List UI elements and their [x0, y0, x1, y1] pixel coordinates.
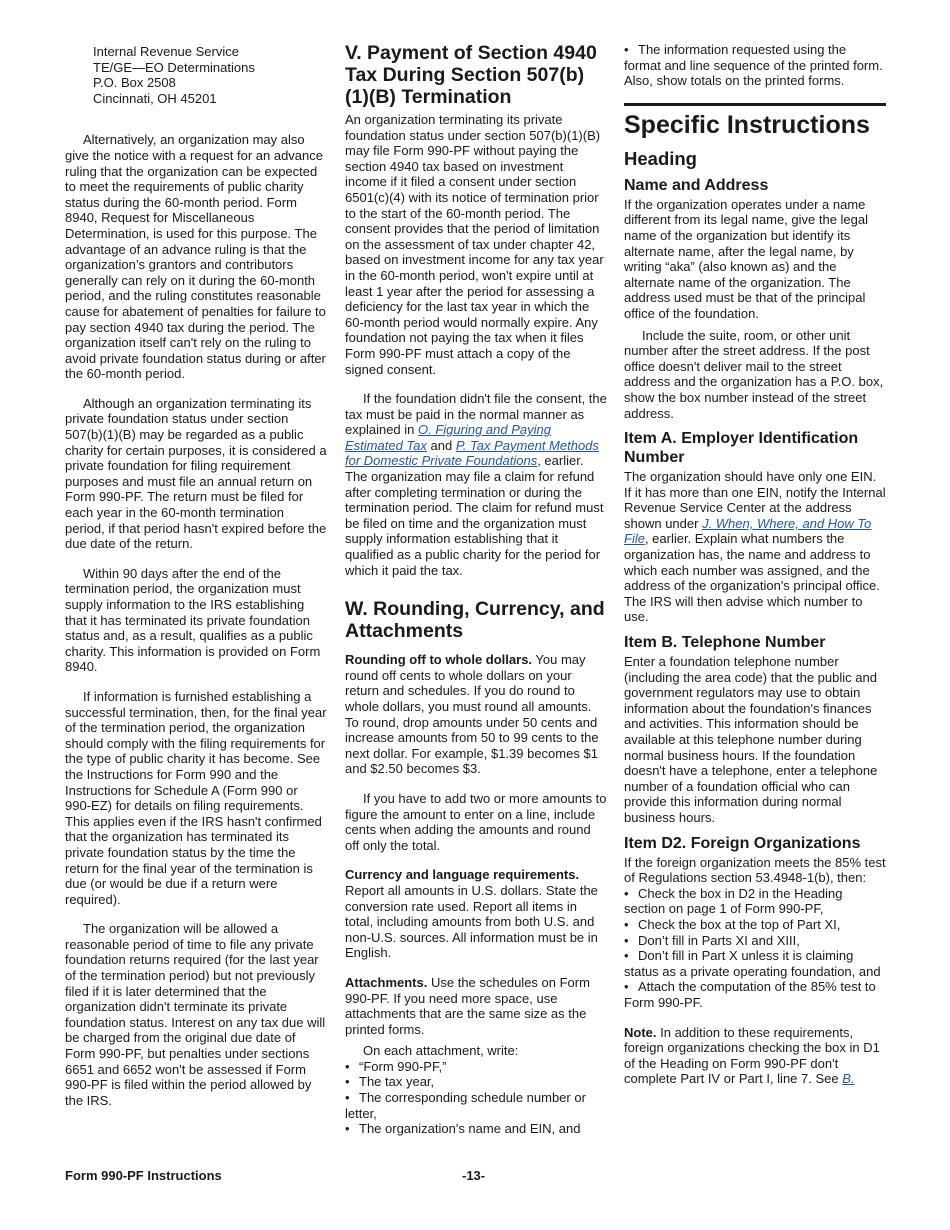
attachment-list: [345, 1059, 607, 1137]
paragraph-foreign-test: If the foreign organization meets the 85% test of Regulations section 53.4948-1(b), then:: [624, 854, 886, 886]
link-section-b[interactable]: B.: [842, 1071, 855, 1087]
paragraph-rounding: [345, 652, 607, 777]
paragraph-reasonable-period: The organization will be allowed a reasonable period of time to file any private foundation returns required (for the last year of the termination period) but not previously filed if it is later determined that the organization didn't terminate its private foundation status. Interest on any tax due will be charged from the original due date of Form 990-PF, but penalties under sections 6651 and 6652 won't be assessed if Form 990-PF is filed within the period allowed by the IRS.: [65, 921, 326, 1108]
list-item: • The information requested using the format and line sequence of the printed form.: [624, 42, 886, 73]
heading-heading: Heading: [624, 147, 697, 169]
link-tax-payment-methods[interactable]: P. Tax Payment Methods for Domestic Private Foundations: [345, 437, 599, 469]
list-item: • Don’t fill in Parts XI and XIII,: [624, 933, 886, 949]
text-span: In addition to these requirements, foreign organizations checking the box in D1 of the Heading on Form 990-PF don't complete Part IV or Part I, line 7. See: [624, 1024, 880, 1087]
link-estimated-tax[interactable]: O. Figuring and Paying Estimated Tax: [345, 422, 551, 453]
list-item: • Check the box at the top of Part XI,: [624, 917, 886, 933]
run-in-heading: Currency and language requirements.: [345, 867, 580, 883]
list-item: • Check the box in D2 in the Heading section on page 1 of Form 990-PF,: [624, 886, 886, 917]
heading-item-d2: Item D2. Foreign Organizations: [624, 834, 861, 852]
column-left: [65, 42, 327, 1122]
text-span: and: [426, 437, 456, 453]
text-span: The organization should have only one EIN. If it has more than one EIN, notify the Internal Revenue Service Center at the address shown under: [624, 469, 886, 531]
column-middle: [345, 42, 607, 1137]
run-in-heading: Rounding off to whole dollars.: [345, 652, 533, 668]
list-item: • “Form 990-PF,”: [345, 1059, 607, 1075]
irs-address: [65, 44, 327, 106]
paragraph-ein: [624, 469, 886, 625]
list-item: • The organization's name and EIN, and: [345, 1121, 607, 1137]
heading-item-b: Item B. Telephone Number: [624, 634, 826, 652]
paragraph-name-address: If the organization operates under a name different from its legal name, give the legal name of the organization but identify its alternate name, after the legal name, by writing “aka” (also known as) and the alternate name of the organization. The address used must be that of the principal office of the foundation.: [624, 196, 869, 321]
paragraph-suite-room: Include the suite, room, or other unit number after the street address. If the post office doesn't deliver mail to the street address and the organization has a P.O. box, show the box number instead of the street address.: [624, 327, 884, 421]
list-item: • Don’t fill in Part X unless it is claiming status as a private operating foundation, and: [624, 948, 886, 979]
address-line: Internal Revenue Service: [93, 44, 239, 59]
text-span: , earlier. The organization may file a claim for refund after completing termination or during the termination period. The claim for refund must be filed on time and the organization must supply information establishing that it qualified as a public charity for the period for which it paid the tax.: [345, 453, 604, 578]
run-in-heading: Attachments.: [345, 974, 428, 990]
heading-section-w: W. Rounding, Currency, and Attachments: [345, 598, 605, 643]
list-item: • The corresponding schedule number or letter,: [345, 1090, 607, 1121]
paragraph-attachment-write: On each attachment, write:: [363, 1043, 519, 1059]
foreign-org-list: [624, 886, 886, 1011]
text-span: You may round off cents to whole dollars on your return and schedules. If you do round to whole dollars, you must round all amounts. To round, drop amounts under 50 cents and increase amounts from 50 to 99 cents to the next dollar. For example, $1.39 becomes $1 and $2.50 becomes $3.: [345, 652, 599, 777]
run-in-heading: Note.: [624, 1024, 657, 1040]
heading-specific-instructions: Specific Instructions: [624, 103, 886, 140]
list-item: • Attach the computation of the 85% test to Form 990-PF.: [624, 979, 886, 1010]
paragraph-filing-requirement: Although an organization terminating its private foundation status under section 507(b)(1)(B) may be regarded as a public charity for certain purposes, it is considered a private foundation for filing requirement purposes and must file an annual return on Form 990-PF. The return must be filed for each year in the 60-month termination period, if that period hasn't expired before the due date of the return.: [65, 395, 327, 552]
column-right: [624, 42, 886, 1087]
heading-section-v: V. Payment of Section 4940 Tax During Section 507(b)(1)(B) Termination: [345, 42, 597, 108]
paragraph-consent: An organization terminating its private foundation status under section 507(b)(1)(B) may file Form 990-PF without paying the section 4940 tax based on investment income if it filed a consent under section 6501(c)(4) with its notice of termination prior to the start of the 60-month period. The consent provides that the period of limitation on the assessment of tax under chapter 42, based on investment income for any tax year in the 60-month period, won't expire until at least 1 year after the period for assessing a deficiency for the last tax year in which the 60-month period would normally expire. Any foundation not paying the tax when it files Form 990-PF must attach a copy of the signed consent.: [345, 112, 604, 377]
text-span: If the foundation didn't file the consent, the tax must be paid in the normal manner as explained in: [345, 391, 607, 438]
text-span: Report all amounts in U.S. dollars. State the conversion rate used. Report all items in total, including amounts from both U.S. and non-U.S. sources. All information must be in English.: [345, 882, 598, 961]
paragraph-note: [624, 1025, 886, 1087]
top-bullet-list: [624, 42, 886, 73]
paragraph-telephone: Enter a foundation telephone number (including the area code) that the public and government regulators may use to obtain information about the foundation's finances and activities. This information should be available at this telephone number during normal business hours. If the foundation doesn't have a telephone, enter a telephone number of a foundation official who can provide this information during normal business hours.: [624, 654, 878, 825]
address-line: TE/GE—EO Determinations: [93, 59, 255, 75]
paragraph-advance-ruling: Alternatively, an organization may also give the notice with a request for an advance ruling that the organization can be expected to meet the requirements of public charity status during the 60-month period. Form 8940, Request for Miscellaneous Determination, is used for this purpose. The advantage of an advance ruling is that the organization’s grantors and contributors generally can rely on it during the 60-month period, and the ruling constitutes reasonable cause for abatement of penalties for failure to pay section 4940 tax during the period. The organization itself can't rely on the ruling to avoid private foundation status during or after the 60-month period.: [65, 132, 326, 382]
address-line: Cincinnati, OH 45201: [93, 90, 217, 106]
heading-item-a: Item A. Employer Identification Number: [624, 430, 859, 467]
paragraph-90-days: Within 90 days after the end of the termination period, the organization must supply information to the IRS establishing that it has terminated its private foundation status and, as a result, qualifies as a public charity. This information is provided on Form 8940.: [65, 565, 321, 675]
paragraph-totals: Also, show totals on the printed forms.: [624, 73, 845, 89]
paragraph-adding-amounts: If you have to add two or more amounts to figure the amount to enter on a line, include cents when adding the amounts and round off only the total.: [345, 790, 607, 853]
footer-page-number: -13-: [462, 1168, 486, 1183]
paragraph-successful-termination: If information is furnished establishing a successful termination, then, for the final year of the termination period, the organization should comply with the filing requirements for the type of public charity it has become. See the Instructions for Form 990 and the Instructions for Schedule A (Form 990 or 990-EZ) for details on filing requirements. This applies even if the IRS hasn't confirmed that the organization has terminated its private foundation status by the time the return for the final year of the termination is due (or would be due if a return were required).: [65, 688, 327, 907]
list-item: • The tax year,: [345, 1074, 607, 1090]
text-span: Use the schedules on Form 990-PF. If you need more space, use attachments that are the same size as the printed forms.: [345, 974, 590, 1037]
heading-name-and-address: Name and Address: [624, 176, 769, 194]
address-line: P.O. Box 2508: [93, 75, 176, 91]
footer-form-title: Form 990-PF Instructions: [65, 1168, 222, 1183]
paragraph-no-consent: [345, 391, 607, 578]
text-span: , earlier. Explain what numbers the organization has, the name and address to which each number was assigned, and the address of the organization's principal office. The IRS will then advise which number to use.: [624, 531, 880, 625]
paragraph-attachments: [345, 975, 607, 1037]
paragraph-currency: [345, 867, 607, 961]
link-when-where-how[interactable]: J. When, Where, and How To File: [624, 515, 872, 547]
